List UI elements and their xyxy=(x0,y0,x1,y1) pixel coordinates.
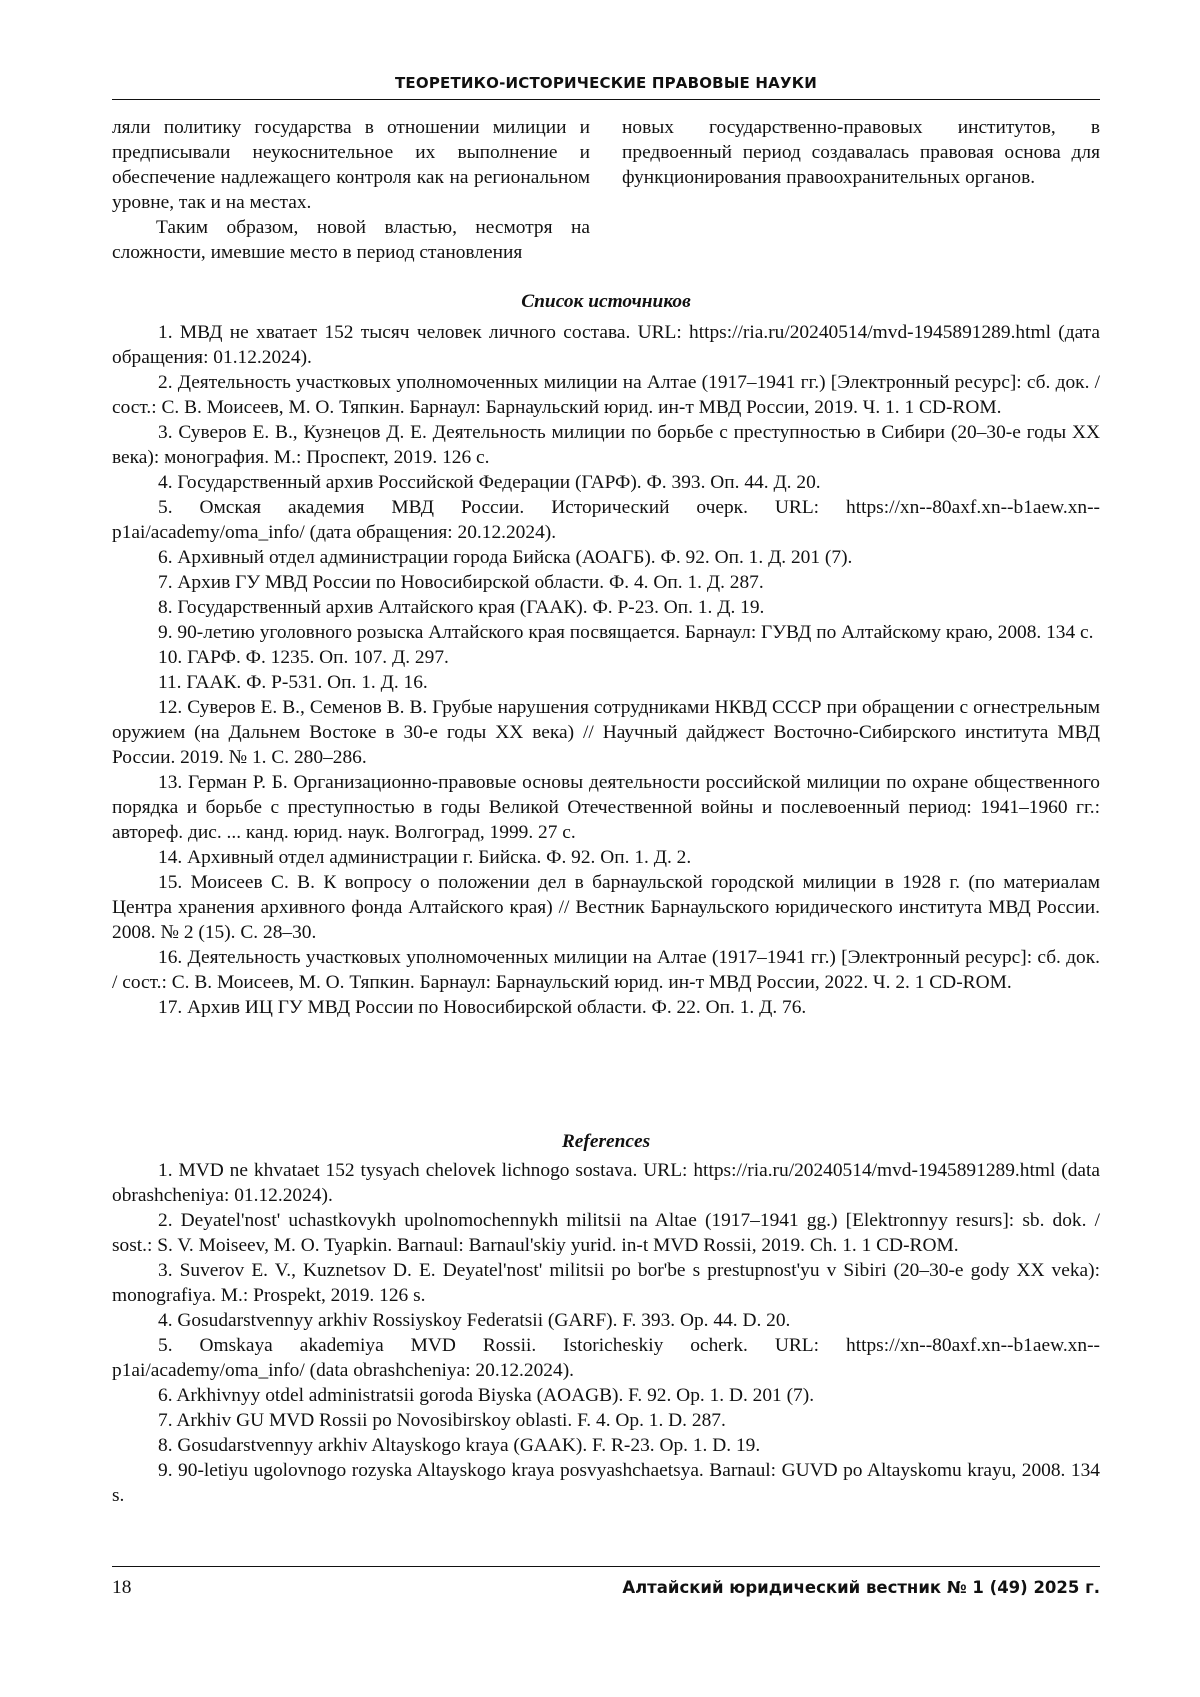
list-item: 5. Омская академия МВД России. Исторический очерк. URL: https://xn--80axf.xn--b1aew.xn--p1ai/academy/oma_info/ (дата обращения: 20.12.2024). xyxy=(112,497,1100,543)
list-item: 6. Arkhivnyy otdel administratsii goroda Biyska (AOAGB). F. 92. Op. 1. D. 201 (7). xyxy=(158,1385,815,1406)
left-column xyxy=(112,115,590,265)
list-item: 12. Суверов Е. В., Семенов В. В. Грубые нарушения сотрудниками НКВД СССР при обращении с огнестрельным оружием (на Дальнем Востоке в 30-е годы XX века) // Научный дайджест Восточно-Сибирского института МВД России. 2019. № 1. С. 280–286. xyxy=(112,697,1100,768)
list-item: 4. Государственный архив Российской Федерации (ГАРФ). Ф. 393. Оп. 44. Д. 20. xyxy=(158,472,821,493)
list-item: 15. Моисеев С. В. К вопросу о положении дел в барнаульской городской милиции в 1928 г. (по материалам Центра хранения архивного фонда Алтайского края) // Вестник Барнаульского юридического института МВД России. 2008. № 2 (15). С. 28–30. xyxy=(112,872,1100,943)
list-item: 5. Omskaya akademiya MVD Rossii. Istoricheskiy ocherk. URL: https://xn--80axf.xn--b1aew.xn--p1ai/academy/oma_info/ (data obrashcheniya: 20.12.2024). xyxy=(112,1335,1100,1381)
journal-title: Алтайский юридический вестник № 1 (49) 2025 г. xyxy=(622,1578,1100,1597)
list-item: 11. ГААК. Ф. Р-531. Оп. 1. Д. 16. xyxy=(158,672,428,693)
page-number: 18 xyxy=(112,1577,132,1598)
list-item: 3. Suverov E. V., Kuznetsov D. E. Deyatel'nost' militsii po bor'be s prestupnost'yu v Sibiri (20–30-e gody XX veka): monografiya. M.: Prospekt, 2019. 126 s. xyxy=(112,1260,1100,1306)
list-item: 9. 90-letiyu ugolovnogo rozyska Altayskogo kraya posvyashchaetsya. Barnaul: GUVD po Altayskomu krayu, 2008. 134 s. xyxy=(112,1460,1100,1506)
list-item: 1. МВД не хватает 152 тысяч человек личного состава. URL: https://ria.ru/20240514/mvd-1945891289.html (дата обращения: 01.12.2024). xyxy=(112,322,1100,368)
list-item: 4. Gosudarstvennyy arkhiv Rossiyskoy Federatsii (GARF). F. 393. Op. 44. D. 20. xyxy=(158,1310,791,1331)
list-item: 7. Arkhiv GU MVD Rossii po Novosibirskoy oblasti. F. 4. Op. 1. D. 287. xyxy=(158,1410,726,1431)
list-item: 10. ГАРФ. Ф. 1235. Оп. 107. Д. 297. xyxy=(158,647,449,668)
footer-rule xyxy=(112,1566,1100,1567)
paragraph: ляли политику государства в отношении милиции и предписывали неукоснительное их выполнение и обеспечение надлежащего контроля как на региональном уровне, так и на местах. xyxy=(112,117,590,213)
references-heading: References xyxy=(561,1131,651,1152)
right-column xyxy=(622,115,1100,190)
list-item: 14. Архивный отдел администрации г. Бийска. Ф. 92. Оп. 1. Д. 2. xyxy=(158,847,692,868)
header-rule xyxy=(112,99,1100,100)
sources-list xyxy=(112,320,1100,1020)
list-item: 1. MVD ne khvataet 152 tysyach chelovek lichnogo sostava. URL: https://ria.ru/20240514/mvd-1945891289.html (data obrashcheniya: 01.12.2024). xyxy=(112,1160,1100,1206)
references-list xyxy=(112,1158,1100,1508)
paragraph: Таким образом, новой властью, несмотря на сложности, имевшие место в период становления xyxy=(112,217,590,263)
list-item: 6. Архивный отдел администрации города Бийска (АОАГБ). Ф. 92. Оп. 1. Д. 201 (7). xyxy=(158,547,853,568)
list-item: 8. Государственный архив Алтайского края (ГААК). Ф. Р-23. Оп. 1. Д. 19. xyxy=(158,597,765,618)
list-item: 2. Деятельность участковых уполномоченных милиции на Алтае (1917–1941 гг.) [Электронный ресурс]: сб. док. / сост.: С. В. Моисеев, М. О. Тяпкин. Барнаул: Барнаульский юрид. ин-т МВД России, 2019. Ч. 1. 1 CD-ROM. xyxy=(112,372,1100,418)
sources-heading: Список источников xyxy=(521,291,691,312)
list-item: 13. Герман Р. Б. Организационно-правовые основы деятельности российской милиции по охране общественного порядка и борьбе с преступностью в годы Великой Отечественной войны и послевоенный период: 1941–1960 гг.: автореф. дис. ... канд. юрид. наук. Волгоград, 1999. 27 с. xyxy=(112,772,1100,843)
paragraph: новых государственно-правовых институтов, в предвоенный период создавалась правовая основа для функционирования правоохранительных органов. xyxy=(622,117,1100,188)
list-item: 7. Архив ГУ МВД России по Новосибирской области. Ф. 4. Оп. 1. Д. 287. xyxy=(158,572,764,593)
list-item: 8. Gosudarstvennyy arkhiv Altayskogo kraya (GAAK). F. R-23. Op. 1. D. 19. xyxy=(158,1435,761,1456)
list-item: 3. Суверов Е. В., Кузнецов Д. Е. Деятельность милиции по борьбе с преступностью в Сибири (20–30-е годы XX века): монография. М.: Проспект, 2019. 126 с. xyxy=(112,422,1100,468)
list-item: 9. 90-летию уголовного розыска Алтайского края посвящается. Барнаул: ГУВД по Алтайскому краю, 2008. 134 с. xyxy=(158,622,1094,643)
list-item: 2. Deyatel'nost' uchastkovykh upolnomochennykh militsii na Altae (1917–1941 gg.) [Elektronnyy resurs]: sb. dok. / sost.: S. V. Moiseev, M. O. Tyapkin. Barnaul: Barnaul'skiy yurid. in-t MVD Rossii, 2019. Ch. 1. 1 CD-ROM. xyxy=(112,1210,1100,1256)
running-title: ТЕОРЕТИКО-ИСТОРИЧЕСКИЕ ПРАВОВЫЕ НАУКИ xyxy=(395,74,817,92)
list-item: 16. Деятельность участковых уполномоченных милиции на Алтае (1917–1941 гг.) [Электронный ресурс]: сб. док. / сост.: С. В. Моисеев, М. О. Тяпкин. Барнаул: Барнаульский юрид. ин-т МВД России, 2022. Ч. 2. 1 CD-ROM. xyxy=(112,947,1100,993)
list-item: 17. Архив ИЦ ГУ МВД России по Новосибирской области. Ф. 22. Оп. 1. Д. 76. xyxy=(158,997,807,1018)
